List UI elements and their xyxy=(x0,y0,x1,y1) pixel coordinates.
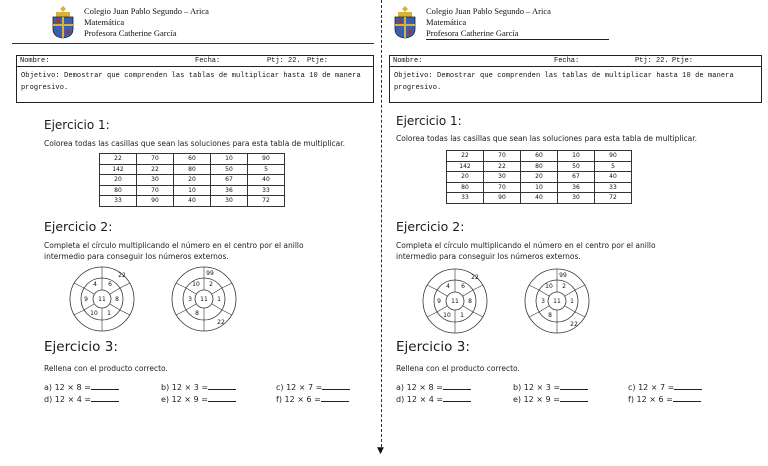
answer-item xyxy=(628,394,701,406)
wheel-inner: 2 xyxy=(562,283,566,290)
table-cell[interactable]: 70 xyxy=(484,151,521,162)
wheel-inner: 1 xyxy=(570,298,574,305)
wheel-inner: 6 xyxy=(461,283,465,290)
objective-box xyxy=(16,67,374,103)
answer-row xyxy=(396,382,716,394)
wheel-center: 11 xyxy=(553,298,561,305)
answer-prompt: c) 12 × 7 = xyxy=(628,383,675,392)
wheel-inner: 8 xyxy=(115,296,119,303)
answer-blank[interactable] xyxy=(443,382,471,390)
table-cell[interactable]: 60 xyxy=(174,154,211,165)
table-cell[interactable]: 22 xyxy=(137,164,174,175)
answer-prompt: b) 12 × 3 = xyxy=(161,383,209,392)
wheel-inner: 2 xyxy=(209,281,213,288)
table-cell[interactable]: 22 xyxy=(447,151,484,162)
answer-blank[interactable] xyxy=(560,382,588,390)
wheel-inner: 10 xyxy=(443,312,451,319)
table-cell[interactable]: 22 xyxy=(484,161,521,172)
answer-blank[interactable] xyxy=(674,382,702,390)
school-name: Colegio Juan Pablo Segundo – Arica xyxy=(426,6,551,16)
answer-item xyxy=(276,382,350,394)
table-cell[interactable]: 10 xyxy=(558,151,595,162)
answer-item xyxy=(628,382,702,394)
objective-label: Objetivo: xyxy=(21,72,60,80)
header xyxy=(50,5,370,41)
table-cell[interactable]: 60 xyxy=(521,151,558,162)
wheel-2 xyxy=(525,269,589,333)
answer-blank[interactable] xyxy=(321,394,349,402)
multiplication-table xyxy=(99,153,285,207)
student-info-box xyxy=(16,55,374,67)
name-label: Nombre: xyxy=(393,57,423,65)
wheel-inner: 1 xyxy=(217,296,221,303)
table-cell[interactable]: 80 xyxy=(174,164,211,175)
table-cell[interactable]: 33 xyxy=(100,196,137,207)
table-cell[interactable]: 70 xyxy=(484,182,521,193)
exercise3-title: Ejercicio 3: xyxy=(44,339,118,355)
table-cell[interactable]: 10 xyxy=(521,182,558,193)
grade-label: Ptje: xyxy=(307,57,329,65)
table-cell[interactable]: 20 xyxy=(174,175,211,186)
wheel-2 xyxy=(172,267,236,331)
answer-item xyxy=(513,382,588,394)
wheel-inner: 3 xyxy=(188,296,192,303)
exercise3-instruction: Rellena con el producto correcto. xyxy=(44,364,168,373)
answer-prompt: a) 12 × 8 = xyxy=(44,383,91,392)
answer-blank[interactable] xyxy=(208,394,236,402)
table-cell[interactable]: 40 xyxy=(248,175,285,186)
exercise1-title: Ejercicio 1: xyxy=(396,114,462,128)
wheel-inner: 1 xyxy=(460,312,464,319)
answer-item xyxy=(396,382,471,394)
exercise2-instruction: Completa el círculo multiplicando el número en el centro por el anillo intermedio para conseguir los números externos. xyxy=(396,241,656,261)
table-cell[interactable]: 70 xyxy=(137,185,174,196)
table-cell[interactable]: 80 xyxy=(521,161,558,172)
answer-row xyxy=(396,394,716,406)
answer-row xyxy=(44,382,364,394)
wheel-inner: 22 xyxy=(570,321,578,328)
header-rule xyxy=(12,43,374,44)
table-cell[interactable]: 72 xyxy=(248,196,285,207)
answer-blank[interactable] xyxy=(91,394,119,402)
table-cell[interactable]: 30 xyxy=(558,193,595,204)
school-crest-icon xyxy=(50,5,76,39)
table-cell[interactable]: 90 xyxy=(484,193,521,204)
table-cell[interactable]: 22 xyxy=(100,154,137,165)
answer-prompt: d) 12 × 4 = xyxy=(396,395,444,404)
answer-blank[interactable] xyxy=(91,382,119,390)
school-name: Colegio Juan Pablo Segundo – Arica xyxy=(84,6,209,16)
wheel-1 xyxy=(423,269,487,333)
table-cell[interactable]: 80 xyxy=(100,185,137,196)
answer-prompt: f) 12 × 6 = xyxy=(276,395,321,404)
wheel-center: 11 xyxy=(451,298,459,305)
header xyxy=(392,5,712,41)
table-cell[interactable]: 90 xyxy=(248,154,285,165)
score-label: Ptj: 22. xyxy=(635,57,669,65)
wheel-outer: 22 xyxy=(471,274,479,281)
answer-item xyxy=(396,394,471,406)
answer-prompt: c) 12 × 7 = xyxy=(276,383,323,392)
answer-item xyxy=(161,382,236,394)
wheel-inner: 10 xyxy=(90,310,98,317)
subject-name: Matemática xyxy=(84,17,125,27)
table-cell[interactable]: 10 xyxy=(211,154,248,165)
answer-item xyxy=(44,394,119,406)
table-cell[interactable]: 90 xyxy=(595,151,632,162)
answer-prompt: e) 12 × 9 = xyxy=(513,395,560,404)
answer-blank[interactable] xyxy=(443,394,471,402)
wheel-inner: 6 xyxy=(108,281,112,288)
objective-box xyxy=(389,67,762,103)
multiplication-wheels xyxy=(64,266,264,332)
wheel-outer: 99 xyxy=(206,270,214,277)
answer-item xyxy=(276,394,349,406)
teacher-name: Profesora Catherine García xyxy=(426,28,609,40)
wheel-inner: 4 xyxy=(446,283,450,290)
subject-name: Matemática xyxy=(426,17,467,27)
student-info-box xyxy=(389,55,762,67)
date-label: Fecha: xyxy=(195,57,221,65)
table-cell[interactable]: 70 xyxy=(137,154,174,165)
table-cell[interactable]: 67 xyxy=(211,175,248,186)
table-cell[interactable]: 33 xyxy=(447,193,484,204)
table-cell[interactable]: 40 xyxy=(595,172,632,183)
wheel-inner: 9 xyxy=(437,298,441,305)
exercise3-instruction: Rellena con el producto correcto. xyxy=(396,364,520,373)
answer-blank[interactable] xyxy=(322,382,350,390)
answer-list xyxy=(44,382,364,406)
table-cell[interactable]: 5 xyxy=(248,164,285,175)
table-cell[interactable]: 5 xyxy=(595,161,632,172)
table-cell[interactable]: 142 xyxy=(447,161,484,172)
table-cell[interactable]: 20 xyxy=(521,172,558,183)
wheel-inner: 8 xyxy=(548,312,552,319)
teacher-name: Profesora Catherine García xyxy=(84,28,177,38)
table-cell[interactable]: 80 xyxy=(447,182,484,193)
answer-item xyxy=(44,382,119,394)
wheel-inner: 4 xyxy=(93,281,97,288)
wheel-center: 11 xyxy=(98,296,106,303)
exercise2-title: Ejercicio 2: xyxy=(44,219,113,234)
exercise3-title: Ejercicio 3: xyxy=(396,339,470,355)
answer-prompt: d) 12 × 4 = xyxy=(44,395,92,404)
table-cell[interactable]: 90 xyxy=(137,196,174,207)
exercise1-instruction: Colorea todas las casillas que sean las soluciones para esta tabla de multiplicar. xyxy=(44,139,346,148)
wheel-outer: 22 xyxy=(118,272,126,279)
school-crest-icon xyxy=(392,5,418,39)
wheel-center: 11 xyxy=(200,296,208,303)
wheel-inner: 9 xyxy=(84,296,88,303)
answer-prompt: f) 12 × 6 = xyxy=(628,395,673,404)
objective-text: Demostrar que comprenden las tablas de multiplicar hasta 10 de manera progresivo. xyxy=(21,72,361,92)
wheel-1 xyxy=(70,267,134,331)
multiplication-wheels xyxy=(417,268,617,334)
table-cell[interactable]: 142 xyxy=(100,164,137,175)
wheel-inner: 3 xyxy=(541,298,545,305)
answer-prompt: b) 12 × 3 = xyxy=(513,383,561,392)
score-label: Ptj: 22. xyxy=(267,57,301,65)
answer-row xyxy=(44,394,364,406)
table-cell[interactable]: 20 xyxy=(100,175,137,186)
exercise2-title: Ejercicio 2: xyxy=(396,219,465,234)
answer-item xyxy=(161,394,236,406)
table-cell[interactable]: 50 xyxy=(558,161,595,172)
exercise1-title: Ejercicio 1: xyxy=(44,118,110,132)
table-cell[interactable]: 30 xyxy=(211,196,248,207)
down-arrow-icon: ▼ xyxy=(377,446,384,456)
name-label: Nombre: xyxy=(20,57,50,65)
answer-prompt: a) 12 × 8 = xyxy=(396,383,443,392)
table-cell[interactable]: 10 xyxy=(174,185,211,196)
multiplication-table xyxy=(446,150,632,204)
table-cell[interactable]: 50 xyxy=(211,164,248,175)
table-cell[interactable]: 20 xyxy=(447,172,484,183)
table-cell[interactable]: 36 xyxy=(558,182,595,193)
table-cell[interactable]: 36 xyxy=(211,185,248,196)
table-cell[interactable]: 40 xyxy=(174,196,211,207)
answer-item xyxy=(513,394,588,406)
wheel-inner: 10 xyxy=(545,283,553,290)
worksheet-right xyxy=(384,0,768,466)
wheel-inner: 10 xyxy=(192,281,200,288)
table-cell[interactable]: 33 xyxy=(248,185,285,196)
grade-label: Ptje: xyxy=(672,57,694,65)
table-cell[interactable]: 67 xyxy=(558,172,595,183)
wheel-inner: 8 xyxy=(195,310,199,317)
answer-list xyxy=(396,382,716,406)
objective-text: Demostrar que comprenden las tablas de multiplicar hasta 10 de manera progresivo. xyxy=(394,72,734,92)
table-cell[interactable]: 30 xyxy=(137,175,174,186)
answer-blank[interactable] xyxy=(673,394,701,402)
table-cell[interactable]: 72 xyxy=(595,193,632,204)
date-label: Fecha: xyxy=(554,57,580,65)
objective-label: Objetivo: xyxy=(394,72,433,80)
table-cell[interactable]: 30 xyxy=(484,172,521,183)
wheel-inner: 22 xyxy=(217,319,225,326)
answer-prompt: e) 12 × 9 = xyxy=(161,395,208,404)
table-cell[interactable]: 40 xyxy=(521,193,558,204)
answer-blank[interactable] xyxy=(560,394,588,402)
exercise2-instruction: Completa el círculo multiplicando el número en el centro por el anillo intermedio para conseguir los números externos. xyxy=(44,241,304,261)
wheel-inner: 1 xyxy=(107,310,111,317)
wheel-outer: 99 xyxy=(559,272,567,279)
wheel-inner: 8 xyxy=(468,298,472,305)
exercise1-instruction: Colorea todas las casillas que sean las soluciones para esta tabla de multiplicar. xyxy=(396,134,698,143)
answer-blank[interactable] xyxy=(208,382,236,390)
table-cell[interactable]: 33 xyxy=(595,182,632,193)
